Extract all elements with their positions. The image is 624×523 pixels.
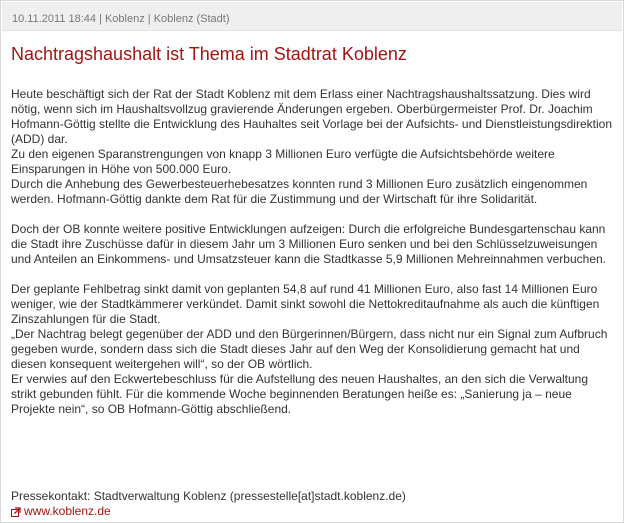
article-headline: Nachtragshaushalt ist Thema im Stadtrat Koblenz: [11, 44, 407, 64]
article-body: [11, 87, 615, 417]
website-link-row[interactable]: [11, 504, 111, 518]
article-paragraph: Doch der OB konnte weitere positive Entwicklungen aufzeigen: Durch die erfolgreiche Bundesgartenschau kann die Stadt ihre Zuschüsse dafür in diesem Jahr um 3 Millionen Euro senken und bei den Schlüsselzuweisungen und Anteilen an Einkommens- und Umsatzsteuer kann die Stadtkasse 5,9 Millionen Mehreinnahmen verbuchen.: [11, 222, 607, 266]
paragraph-spacer: [11, 267, 615, 282]
meta-bar: [2, 2, 622, 31]
article-quote: „Der Nachtrag belegt gegenüber der ADD und den Bürgerinnen/Bürgern, dass nicht nur ein Signal zum Aufbruch gegeben wurde, sondern dass sich die Stadt dieses Jahr auf den Weg der Konsolidierung gemacht hat und diesen konsequent weitergehen will“, so der OB wörtlich.: [11, 327, 608, 371]
article-paragraph: Durch die Anhebung des Gewerbesteuerhebesatzes konnten rund 3 Millionen Euro zusätzlich eingenommen werden. Hofmann-Göttig dankte dem Rat für die Zustimmung und der Wirtschaft für ihre Solidarität.: [11, 177, 588, 206]
website-link[interactable]: www.koblenz.de: [24, 504, 111, 518]
article-paragraph: Heute beschäftigt sich der Rat der Stadt Koblenz mit dem Erlass einer Nachtragshaushaltssatzung. Dies wird nötig, wenn sich im Haushaltsvollzug gravierende Änderungen ergeben. Oberbürgermeister Prof. Dr. Joachim Hofmann-Göttig stellte die Entwicklung des Hauhaltes seit Vorlage bei der Aufsichts- und Dienstleistungsdirektion (ADD) dar.: [11, 87, 612, 146]
paragraph-spacer: [11, 207, 615, 222]
press-contact: Pressekontakt: Stadtverwaltung Koblenz (pressestelle[at]stadt.koblenz.de): [11, 489, 406, 503]
article-paragraph: Zu den eigenen Sparanstrengungen von knapp 3 Millionen Euro verfügte die Aufsichtsbehörde weitere Einsparungen in Höhe von 500.000 Euro.: [11, 147, 555, 176]
article-paragraph: Er verwies auf den Eckwertebeschluss für die Aufstellung des neuen Haushaltes, an den sich die Verwaltung strikt gebunden fühlt. Für die kommende Woche beginnenden Beratungen heiße es: „Sanierung ja – neue Projekte nein“, so OB Hofmann-Göttig abschließend.: [11, 372, 589, 416]
external-link-icon: [11, 506, 21, 516]
article-paragraph: Der geplante Fehlbetrag sinkt damit von geplanten 54,8 auf rund 41 Millionen Euro, also fast 14 Millionen Euro weniger, wie der Stadtkämmerer verkündet. Damit sinkt sowohl die Nettokreditaufnahme als auch die künftigen Zinszahlungen für die Stadt.: [11, 282, 600, 326]
article-meta: 10.11.2011 18:44 | Koblenz | Koblenz (Stadt): [12, 13, 230, 25]
